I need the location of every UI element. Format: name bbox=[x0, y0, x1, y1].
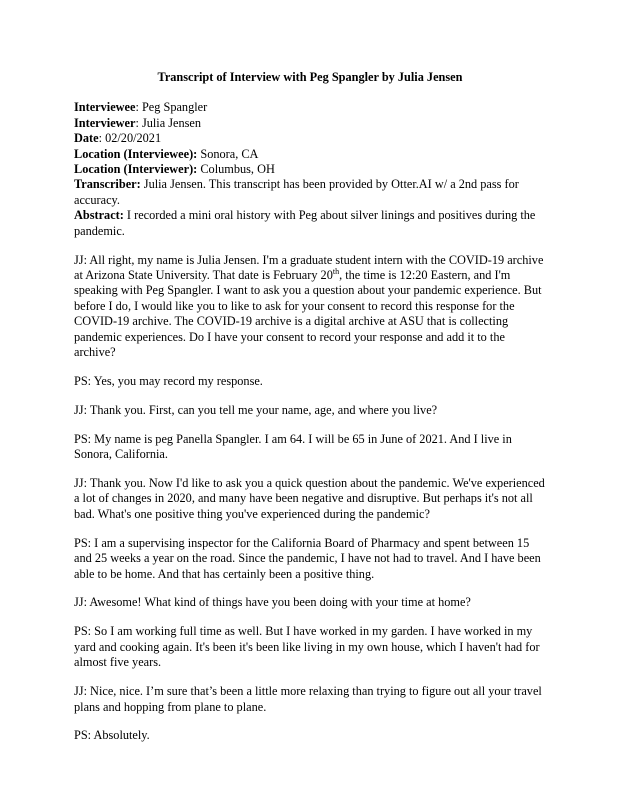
location-interviewer-label: Location (Interviewer): bbox=[74, 162, 198, 177]
location-interviewee-value: Sonora, CA bbox=[197, 146, 259, 161]
transcriber-value: Julia Jensen. This transcript has been provided by Otter.AI w/ a 2nd pass for accuracy. bbox=[74, 177, 519, 207]
transcript-paragraph: PS: So I am working full time as well. But I have worked in my garden. I have worked in my yard and cooking again. It's been it's been like living in my own house, which I haven't had for almost five years. bbox=[74, 624, 540, 670]
transcript-paragraph: JJ: Thank you. Now I'd like to ask you a quick question about the pandemic. We've experienced a lot of changes in 2020, and many have been negative and disruptive. But perhaps it's not all bad. What's one positive thing you've experienced during the pandemic? bbox=[74, 476, 545, 521]
location-interviewee-label: Location (Interviewee): bbox=[74, 146, 198, 161]
transcript-paragraph: PS: I am a supervising inspector for the California Board of Pharmacy and spent between 15 and 25 weeks a year on the road. Since the pandemic, I have not had to travel. And I have been able to be home. And that has certainly been a positive thing. bbox=[74, 535, 541, 581]
interviewee-line bbox=[74, 100, 546, 115]
transcript-page bbox=[74, 70, 546, 757]
abstract-value: I recorded a mini oral history with Peg about silver linings and positives during the pandemic. bbox=[74, 208, 536, 238]
location-interviewer-line bbox=[74, 162, 546, 177]
interviewer-line bbox=[74, 116, 546, 131]
metadata-block bbox=[74, 100, 546, 239]
transcript-paragraph: JJ: Thank you. First, can you tell me your name, age, and where you live? bbox=[74, 402, 438, 417]
interviewer-value: : Julia Jensen bbox=[135, 115, 202, 130]
abstract-label: Abstract: bbox=[74, 208, 124, 223]
abstract-line bbox=[74, 208, 546, 239]
transcript-paragraph: JJ: Nice, nice. I’m sure that’s been a little more relaxing than trying to figure out all your travel plans and hopping from plane to plane. bbox=[74, 684, 542, 714]
location-interviewee-line bbox=[74, 147, 546, 162]
interviewee-value: : Peg Spangler bbox=[135, 100, 208, 115]
interviewee-label: Interviewee bbox=[74, 100, 136, 115]
transcriber-label: Transcriber: bbox=[74, 177, 141, 192]
date-label: Date bbox=[74, 131, 99, 146]
transcript-paragraph: JJ: All right, my name is Julia Jensen. I'm a graduate student intern with the COVID-19 archive at Arizona State University. That date is February 20th, the time is 12:20 Eastern, and I'm speaking with Peg Spangler. I want to ask you a question about your pandemic experience. But before I do, I would like you to like to ask for your consent to record this response for the COVID-19 archive. The COVID-19 archive is a digital archive at ASU that is collecting pandemic experiences. Do I have your consent to record your response and add it to the archive? bbox=[74, 252, 544, 359]
date-value: : 02/20/2021 bbox=[98, 131, 162, 146]
transcript-paragraph: JJ: Awesome! What kind of things have you been doing with your time at home? bbox=[74, 595, 471, 610]
transcript-paragraph: PS: Absolutely. bbox=[74, 728, 150, 743]
transcript-paragraph: PS: My name is peg Panella Spangler. I am 64. I will be 65 in June of 2021. And I live in Sonora, California. bbox=[74, 431, 512, 462]
document-title: Transcript of Interview with Peg Spangler by Julia Jensen bbox=[157, 70, 463, 84]
location-interviewer-value: Columbus, OH bbox=[197, 162, 275, 177]
date-line bbox=[74, 131, 546, 146]
transcriber-line bbox=[74, 177, 546, 208]
interviewer-label: Interviewer bbox=[74, 115, 136, 130]
transcript-paragraph: PS: Yes, you may record my response. bbox=[74, 373, 263, 388]
